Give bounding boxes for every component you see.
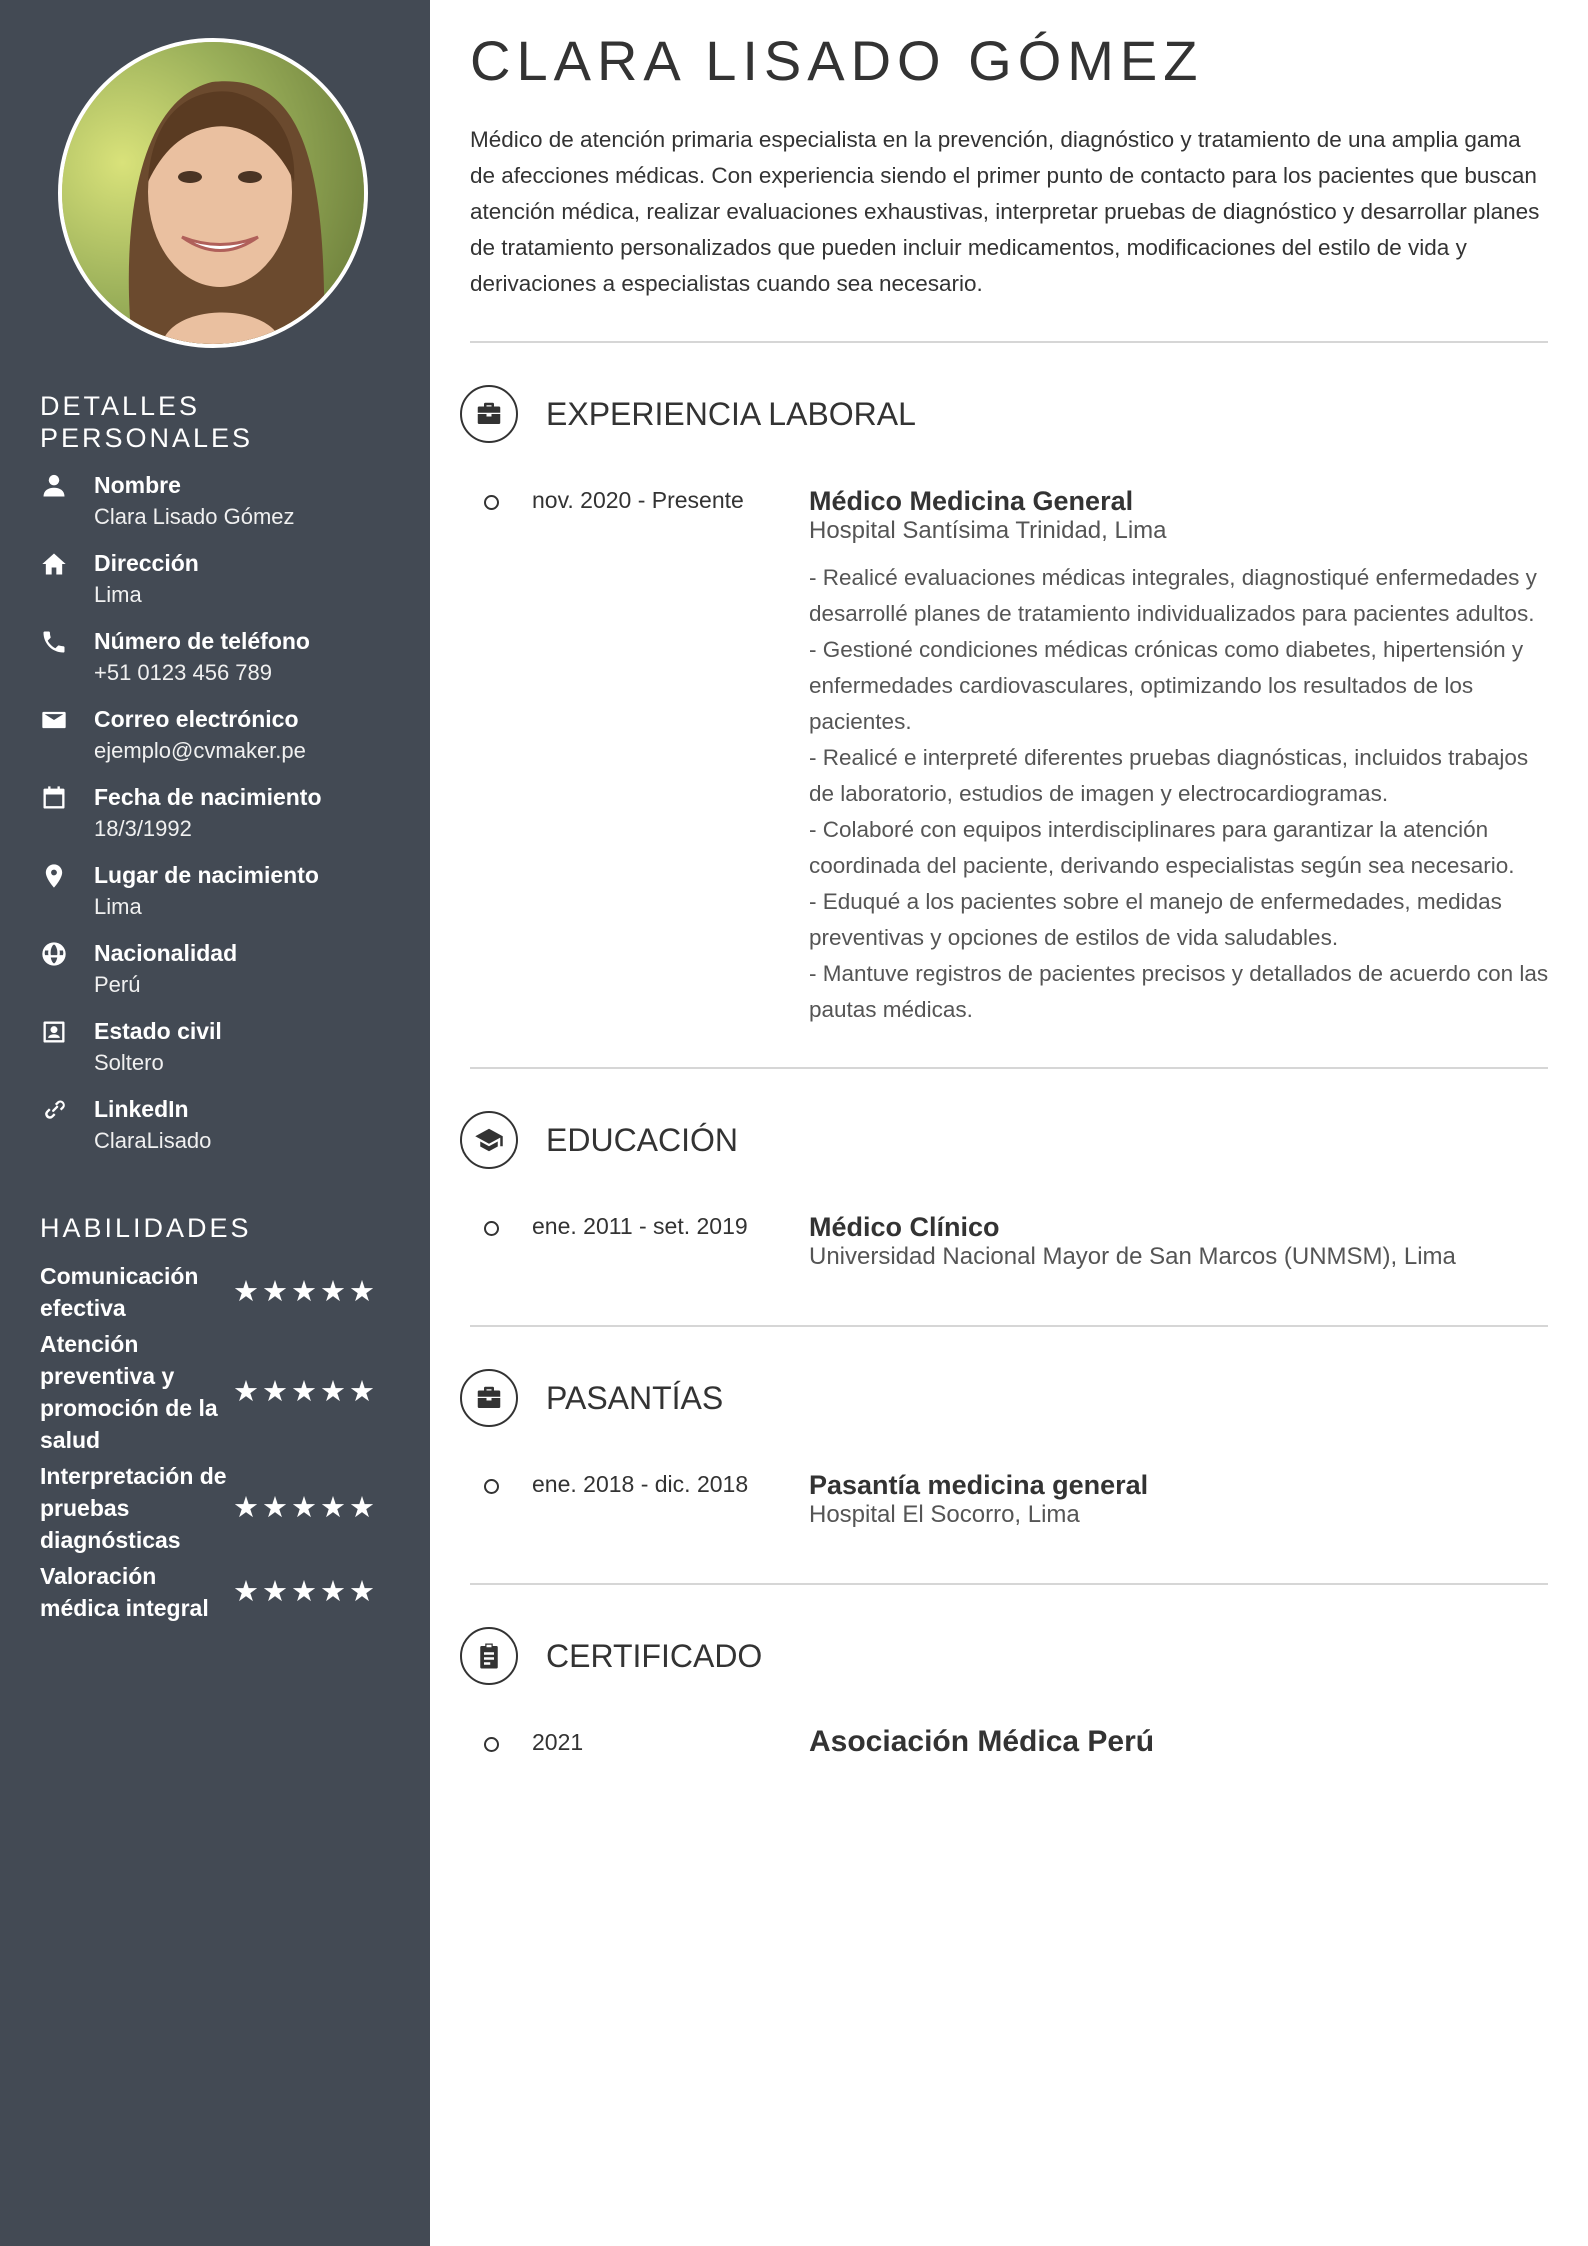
detail-birthplace (40, 860, 410, 930)
star-rating-icon: ★★★★★ (233, 1276, 378, 1308)
graduation-cap-icon (460, 1111, 518, 1169)
education-institution: Universidad Nacional Mayor de San Marcos (UNMSM), Lima (809, 1243, 1456, 1270)
link-icon (40, 1096, 68, 1124)
certificate-name: Asociación Médica Perú (809, 1725, 1155, 1758)
detail-label: Número de teléfono (94, 628, 310, 654)
education-heading: EDUCACIÓN (546, 1122, 739, 1158)
detail-value: Perú (94, 972, 141, 997)
skill-item (40, 1560, 400, 1626)
timeline-bullet (484, 1221, 499, 1236)
skill-item (40, 1260, 400, 1326)
detail-label: Fecha de nacimiento (94, 784, 322, 810)
briefcase-icon (460, 385, 518, 443)
detail-value: +51 0123 456 789 (94, 660, 273, 685)
detail-value: ClaraLisado (94, 1128, 212, 1153)
home-icon (40, 550, 68, 578)
detail-phone (40, 626, 410, 696)
detail-label: Estado civil (94, 1018, 222, 1044)
detail-address (40, 548, 410, 618)
skill-item (40, 1328, 400, 1458)
experience-description (809, 560, 1549, 1028)
id-badge-icon (40, 1018, 68, 1046)
detail-value: Lima (94, 894, 142, 919)
detail-label: Correo electrónico (94, 706, 299, 732)
sidebar (0, 0, 430, 2246)
personal-details-heading-line2: PERSONALES (40, 423, 254, 453)
divider (470, 1583, 1548, 1585)
detail-linkedin (40, 1094, 410, 1164)
detail-label: Lugar de nacimiento (94, 862, 319, 888)
globe-icon (40, 940, 68, 968)
detail-email (40, 704, 410, 774)
experience-employer: Hospital Santísima Trinidad, Lima (809, 517, 1167, 544)
detail-label: Nacionalidad (94, 940, 238, 966)
location-pin-icon (40, 862, 68, 890)
detail-label: Nombre (94, 472, 181, 498)
detail-value: Lima (94, 582, 142, 607)
skill-name: Valoración médica integral (40, 1563, 209, 1621)
experience-date: nov. 2020 - Presente (532, 487, 744, 513)
detail-value: 18/3/1992 (94, 816, 192, 841)
detail-value: Clara Lisado Gómez (94, 504, 295, 529)
internship-organization: Hospital El Socorro, Lima (809, 1501, 1080, 1528)
clipboard-icon (460, 1627, 518, 1685)
experience-bullet: - Gestioné condiciones médicas crónicas como diabetes, hipertensión y enfermedades cardiovasculares, optimizando los resultados de los pacientes. (809, 637, 1524, 734)
calendar-icon (40, 784, 68, 812)
skill-name: Interpretación de pruebas diagnósticas (40, 1463, 227, 1553)
detail-marital-status (40, 1016, 410, 1086)
personal-details-heading-line1: DETALLES (40, 391, 201, 421)
internship-role: Pasantía medicina general (809, 1470, 1149, 1500)
experience-bullet: - Mantuve registros de pacientes precisos y detallados de acuerdo con las pautas médicas. (809, 961, 1549, 1022)
briefcase-icon (460, 1369, 518, 1427)
profile-summary: Médico de atención primaria especialista en la prevención, diagnóstico y tratamiento de una amplia gama de afecciones médicas. Con experiencia siendo el primer punto de contacto para los pacientes que buscan atención médica, realizar evaluaciones exhaustivas, interpretar pruebas de diagnóstico y desarrollar planes de tratamiento personalizados que pueden incluir medicamentos, modificaciones del estilo de vida y derivaciones a especialistas cuando sea necesario. (470, 127, 1540, 296)
internships-heading: PASANTÍAS (546, 1380, 724, 1416)
detail-label: LinkedIn (94, 1096, 189, 1122)
internship-date: ene. 2018 - dic. 2018 (532, 1471, 749, 1497)
skill-item (40, 1460, 400, 1558)
profile-photo (58, 38, 368, 348)
experience-heading: EXPERIENCIA LABORAL (546, 396, 916, 432)
experience-bullet: - Colaboré con equipos interdisciplinares para garantizar la atención coordinada del paciente, derivando especialistas según sea necesario. (809, 817, 1515, 878)
detail-label: Dirección (94, 550, 199, 576)
certificate-heading: CERTIFICADO (546, 1638, 763, 1674)
star-rating-icon: ★★★★★ (233, 1376, 378, 1408)
certificate-date: 2021 (532, 1729, 584, 1755)
experience-job-title: Médico Medicina General (809, 486, 1134, 516)
skill-name: Comunicación efectiva (40, 1263, 199, 1321)
education-degree: Médico Clínico (809, 1212, 1000, 1242)
star-rating-icon: ★★★★★ (233, 1576, 378, 1608)
detail-nationality (40, 938, 410, 1008)
detail-name (40, 470, 410, 540)
skills-heading: HABILIDADES (40, 1213, 252, 1243)
person-icon (40, 472, 68, 500)
candidate-name: CLARA LISADO GÓMEZ (470, 29, 1204, 92)
personal-details-heading (40, 390, 400, 454)
experience-bullet: - Eduqué a los pacientes sobre el manejo de enfermedades, medidas preventivas y opciones de estilos de vida saludables. (809, 889, 1502, 950)
timeline-bullet (484, 495, 499, 510)
divider (470, 1325, 1548, 1327)
detail-value: ejemplo@cvmaker.pe (94, 738, 306, 763)
timeline-bullet (484, 1479, 499, 1494)
divider (470, 341, 1548, 343)
phone-icon (40, 628, 68, 656)
experience-bullet: - Realicé e interpreté diferentes pruebas diagnósticas, incluidos trabajos de laboratorio, estudios de imagen y electrocardiogramas. (809, 745, 1529, 806)
detail-value: Soltero (94, 1050, 164, 1075)
mail-icon (40, 706, 68, 734)
timeline-bullet (484, 1737, 499, 1752)
experience-bullet: - Realicé evaluaciones médicas integrales, diagnostiqué enfermedades y desarrollé planes de tratamiento individualizados para pacientes adultos. (809, 565, 1537, 626)
divider (470, 1067, 1548, 1069)
detail-birthdate (40, 782, 410, 852)
star-rating-icon: ★★★★★ (233, 1492, 378, 1524)
education-date: ene. 2011 - set. 2019 (532, 1213, 748, 1239)
skill-name: Atención preventiva y promoción de la salud (40, 1331, 218, 1453)
